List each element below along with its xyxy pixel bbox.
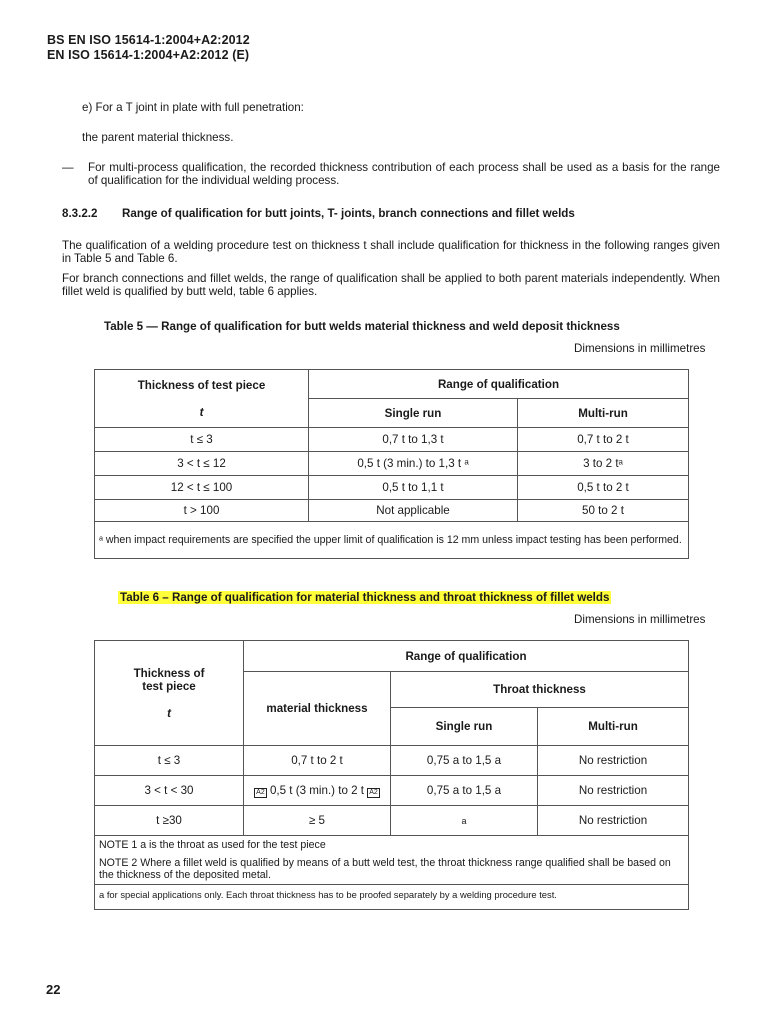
t5-cell-single: 0,5 t to 1,1 t	[309, 476, 518, 500]
table6	[94, 640, 689, 910]
t6-cell-multi: No restriction	[538, 776, 689, 806]
t6-note2: NOTE 2 Where a fillet weld is qualified by means of a butt weld test, the throat thickness range qualified shall be based on the thickness of the deposited metal.	[99, 857, 671, 881]
table6-caption	[118, 591, 611, 604]
t5-cell-t: 12 < t ≤ 100	[95, 476, 309, 500]
amendment-marker-close: A2	[369, 788, 378, 796]
t6-cell-multi: No restriction	[538, 746, 689, 776]
t6-cell-material: ≥ 5	[244, 806, 391, 836]
t5-cell-t: t ≤ 3	[95, 428, 309, 452]
t6-cell-material: 0,7 t to 2 t	[244, 746, 391, 776]
table5-caption: Table 5 — Range of qualification for butt welds material thickness and weld deposit thickness	[104, 320, 620, 333]
t5-footnote: ᵃ when impact requirements are specified the upper limit of qualification is 12 mm unless impact testing has been performed.	[95, 522, 689, 559]
section-title: Range of qualification for butt joints, T- joints, branch connections and fillet welds	[122, 207, 575, 220]
table-row	[95, 500, 689, 522]
t6-head-material: material thickness	[244, 672, 391, 746]
t5-cell-multi: 0,7 t to 2 t	[518, 428, 689, 452]
t5-cell-multi: 0,5 t to 2 t	[518, 476, 689, 500]
t6-cell-material-text: 0,5 t (3 min.) to 2 t	[269, 783, 365, 797]
t5-head-single: Single run	[309, 399, 518, 428]
t6-cell-single: 0,75 a to 1,5 a	[391, 746, 538, 776]
standard-id-line2: EN ISO 15614-1:2004+A2:2012 (E)	[47, 48, 250, 62]
section-number: 8.3.2.2	[62, 207, 98, 220]
t6-head-single: Single run	[391, 708, 538, 746]
table-row	[95, 806, 689, 836]
t6-cell-single: 0,75 a to 1,5 a	[391, 776, 538, 806]
t6-cell-t: 3 < t < 30	[95, 776, 244, 806]
amendment-marker-open: A2	[256, 788, 265, 796]
t5-head-range: Range of qualification	[309, 370, 689, 399]
dash-bullet: —	[62, 161, 74, 174]
t5-cell-multi: 50 to 2 t	[518, 500, 689, 522]
table-row	[95, 428, 689, 452]
t6-head-range: Range of qualification	[244, 641, 689, 672]
t6-footnote: a for special applications only. Each throat thickness has to be proofed separately by a welding procedure test.	[95, 885, 689, 910]
t6-head-thickness-label: Thickness of test piece	[133, 666, 205, 693]
paragraph-2: For branch connections and fillet welds, the range of qualification shall be applied to both parent materials independently. When fillet weld is qualified by butt weld, table 6 applies.	[62, 272, 720, 298]
table5	[94, 369, 689, 559]
table-row	[95, 776, 689, 806]
t5-head-multi: Multi-run	[518, 399, 689, 428]
table6-caption-highlight: Table 6 – Range of qualification for material thickness and throat thickness of fillet welds	[120, 591, 610, 604]
table6-units: Dimensions in millimetres	[574, 613, 706, 626]
multiprocess-text: For multi-process qualification, the recorded thickness contribution of each process shall be used as a basis for the range of qualification for the individual welding process.	[88, 161, 720, 187]
table-row	[95, 476, 689, 500]
parent-material-text: the parent material thickness.	[82, 131, 234, 144]
t6-head-multi: Multi-run	[538, 708, 689, 746]
list-item-e: e) For a T joint in plate with full penetration:	[82, 101, 304, 114]
t5-cell-t: t > 100	[95, 500, 309, 522]
page-number: 22	[46, 982, 61, 997]
t5-head-t: t	[199, 405, 204, 419]
table-row	[95, 746, 689, 776]
t5-cell-single: 0,7 t to 1,3 t	[309, 428, 518, 452]
t6-cell-t: t ≤ 3	[95, 746, 244, 776]
t6-cell-multi: No restriction	[538, 806, 689, 836]
t5-cell-single: Not applicable	[309, 500, 518, 522]
standard-id-line1: BS EN ISO 15614-1:2004+A2:2012	[47, 33, 250, 47]
t5-head-thickness-label: Thickness of test piece	[137, 378, 266, 392]
t6-head-thickness	[95, 641, 244, 746]
table5-units: Dimensions in millimetres	[574, 342, 706, 355]
t5-cell-t: 3 < t ≤ 12	[95, 452, 309, 476]
t6-cell-material	[244, 776, 391, 806]
t6-note1: NOTE 1 a is the throat as used for the test piece	[99, 839, 326, 851]
t6-notes	[95, 836, 689, 885]
table-row	[95, 452, 689, 476]
t6-head-t: t	[167, 706, 171, 720]
t5-cell-single: 0,5 t (3 min.) to 1,3 t ᵃ	[309, 452, 518, 476]
t6-cell-t: t ≥30	[95, 806, 244, 836]
paragraph-1: The qualification of a welding procedure test on thickness t shall include qualification for thickness in the following ranges given in Table 5 and Table 6.	[62, 239, 720, 265]
t5-head-thickness	[95, 370, 309, 428]
t6-head-throat: Throat thickness	[391, 672, 689, 708]
t5-cell-multi: 3 to 2 tᵃ	[518, 452, 689, 476]
t6-cell-single: a	[391, 806, 538, 836]
